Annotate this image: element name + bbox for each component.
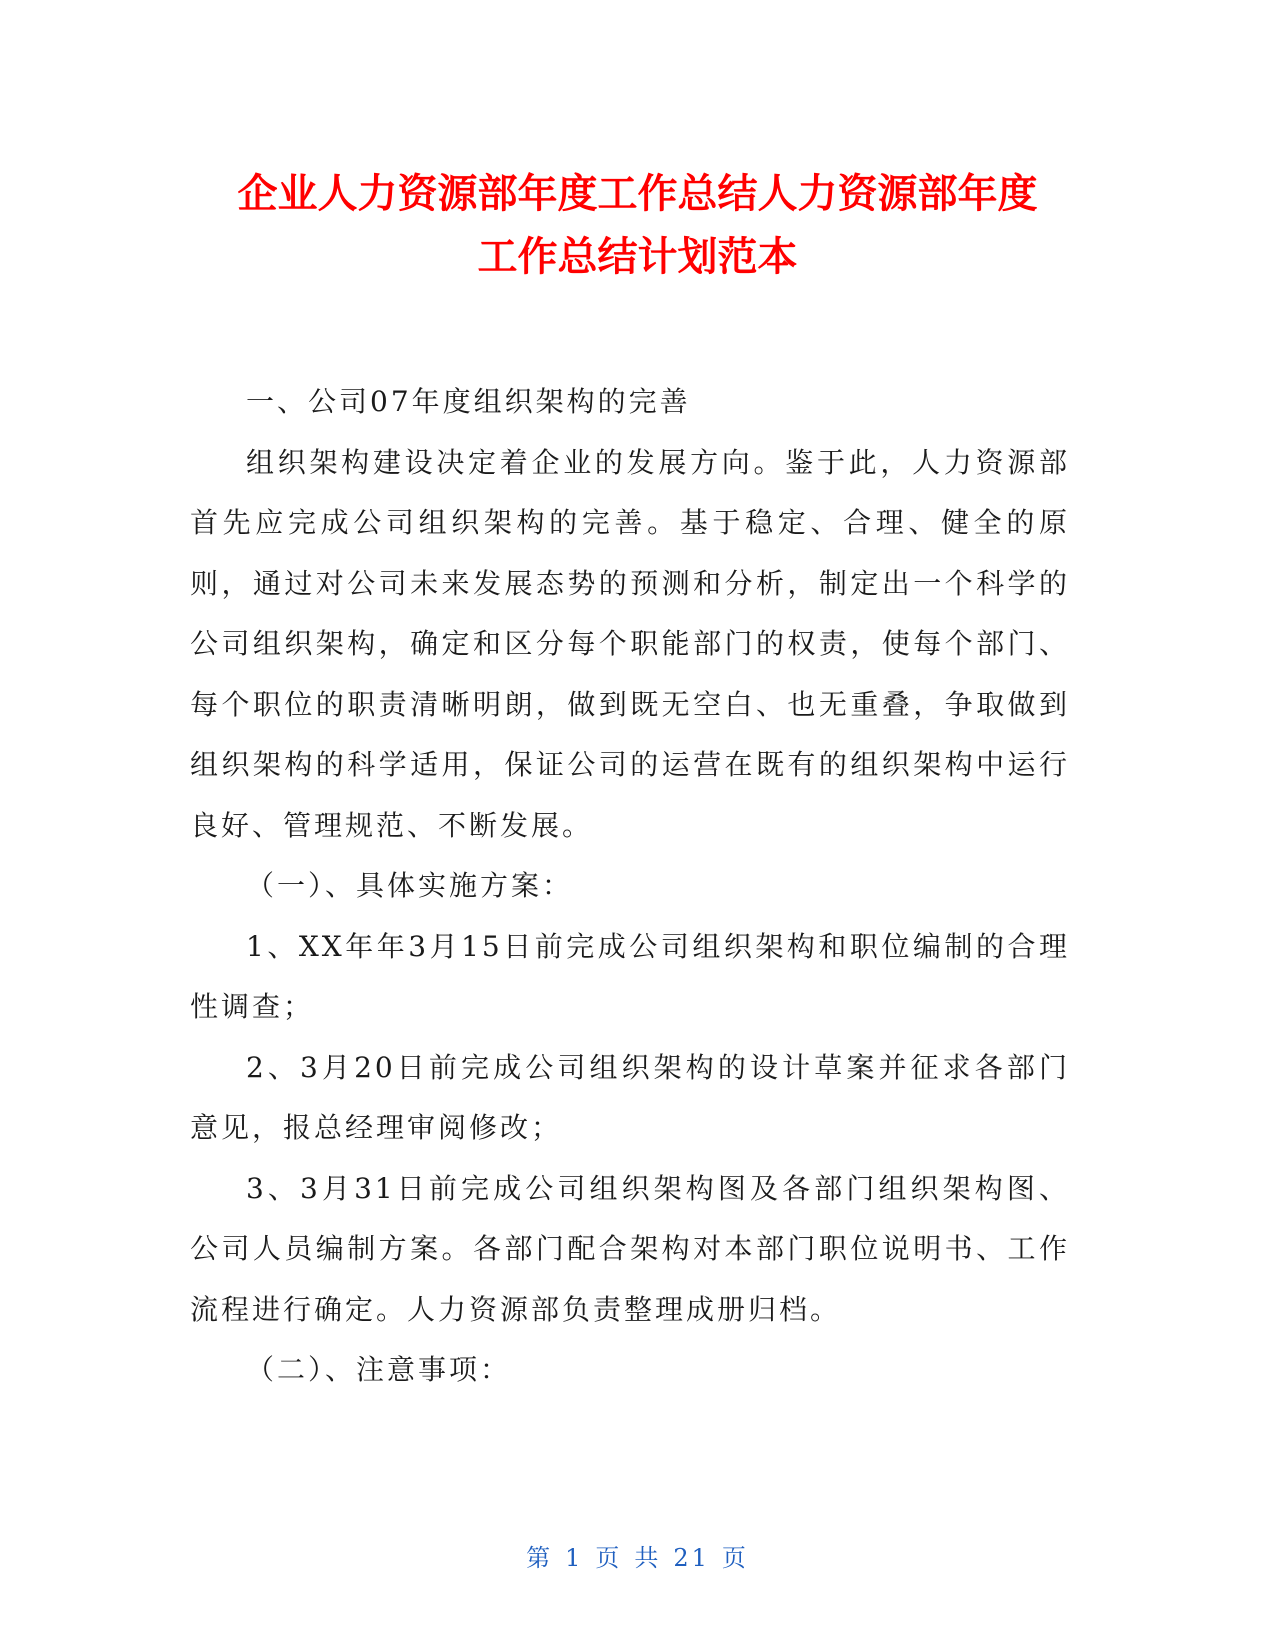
footer-page-prefix: 第	[526, 1544, 554, 1572]
document-body	[190, 372, 1070, 1401]
page-footer	[0, 1538, 1275, 1573]
list-item: 2、3月20日前完成公司组织架构的设计草案并征求各部门意见，报总经理审阅修改；	[190, 1050, 1070, 1144]
footer-current-page: 1	[565, 1544, 584, 1572]
list-item: 1、XX年年3月15日前完成公司组织架构和职位编制的合理性调查；	[190, 929, 1070, 1023]
footer-total-suffix: 页	[721, 1544, 749, 1572]
footer-total-pages: 21	[673, 1544, 710, 1572]
subsection-heading-1: （一）、具体实施方案：	[246, 869, 574, 902]
footer-page-word: 页	[595, 1544, 623, 1572]
footer-total-prefix: 共	[634, 1544, 662, 1572]
document-title-line-1: 企业人力资源部年度工作总结人力资源部年度	[237, 171, 1038, 217]
document-title-line-2: 工作总结计划范本	[477, 234, 798, 280]
subsection-heading-2: （二）、注意事项：	[246, 1353, 512, 1386]
list-item: 3、3月31日前完成公司组织架构图及各部门组织架构图、公司人员编制方案。各部门配合架构对本部门职位说明书、工作流程进行确定。人力资源部负责整理成册归档。	[190, 1171, 1070, 1326]
section-heading-1: 一、公司07年度组织架构的完善	[246, 385, 691, 418]
body-paragraph: 组织架构建设决定着企业的发展方向。鉴于此，人力资源部首先应完成公司组织架构的完善。基于稳定、合理、健全的原则，通过对公司未来发展态势的预测和分析，制定出一个科学的公司组织架构，确定和区分每个职能部门的权责，使每个部门、每个职位的职责清晰明朗，做到既无空白、也无重叠，争取做到组织架构的科学适用，保证公司的运营在既有的组织架构中运行良好、管理规范、不断发展。	[190, 445, 1070, 842]
